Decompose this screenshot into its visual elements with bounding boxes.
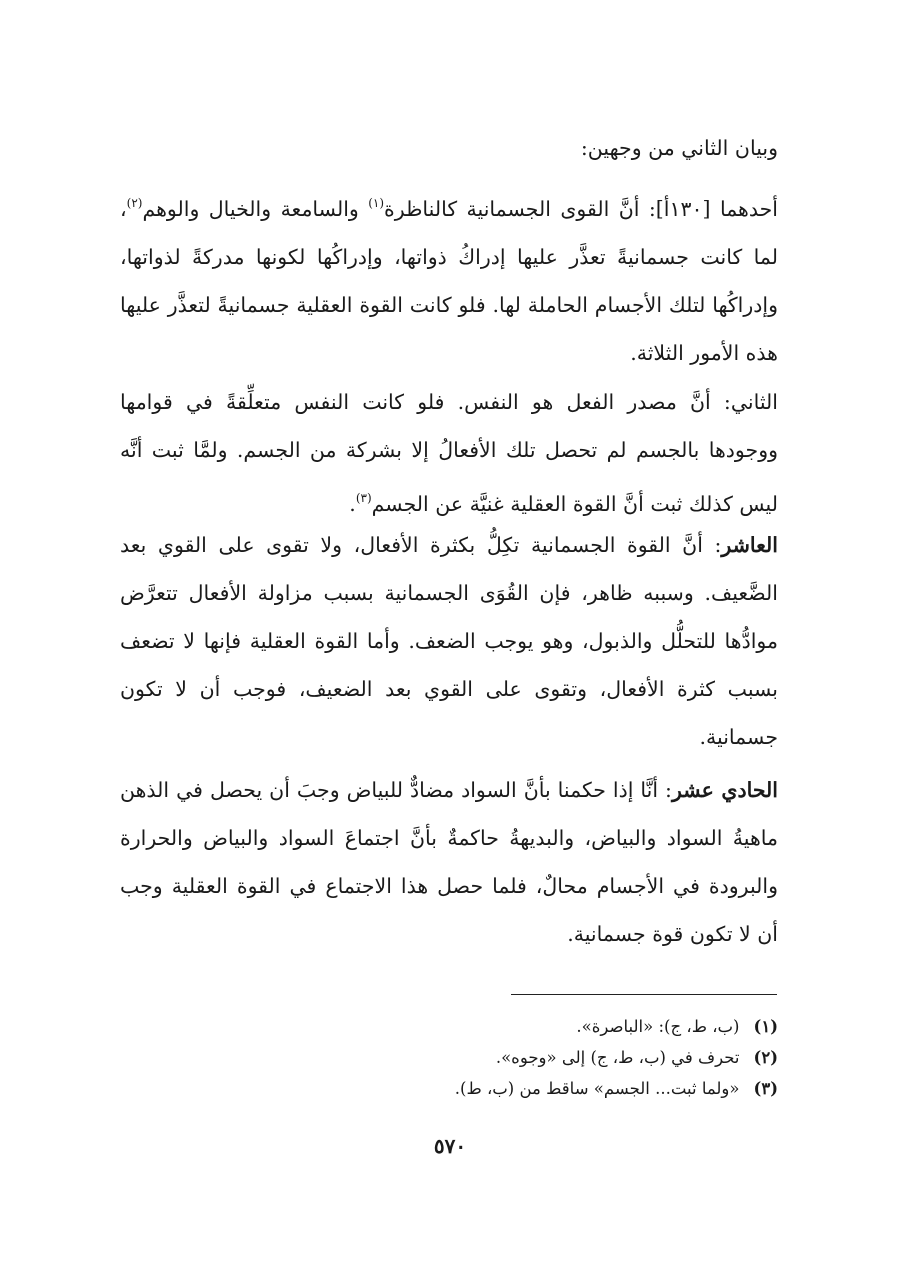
- footnotes: [300, 1011, 778, 1104]
- footnote-divider: [511, 994, 777, 995]
- p1-text-1: أحدهما [١٣٠أ]: أنَّ القوى الجسمانية كالناظرة: [384, 197, 778, 221]
- footnote-2-number: (٢): [753, 1048, 778, 1067]
- footnote-1: [300, 1011, 778, 1042]
- footnote-2: [300, 1042, 778, 1073]
- footnote-3-text: «ولما ثبت... الجسم» ساقط من (ب، ط).: [454, 1079, 740, 1098]
- paragraph-tenth-heading: العاشر: [721, 533, 778, 557]
- p1-text-3: ، لما كانت جسمانيةً تعذَّر عليها إدراكُ ذواتها، وإدراكُها لكونها مدركةً لذواتها، وإدراكُها لتلك الأجسام الحاملة لها. فلو كانت القوة العقلية جسمانيةً لتعذَّر عليها هذه الأمور الثلاثة.: [120, 197, 778, 365]
- footnote-2-text: تحرف في (ب، ط، ج) إلى «وجوه».: [495, 1048, 740, 1067]
- page-number: ٥٧٠: [433, 1134, 467, 1158]
- p2-text-2: .: [349, 492, 356, 516]
- paragraph-second-argument: [120, 378, 778, 528]
- footnote-ref-2[interactable]: (٢): [126, 196, 143, 210]
- footnote-1-text: (ب، ط، ج): «الباصرة».: [576, 1017, 740, 1036]
- footnote-3: [300, 1073, 778, 1104]
- p4-text: : أنَّا إذا حكمنا بأنَّ السواد مضادٌّ للبياض وجبَ أن يحصل في الذهن ماهيةُ السواد والبياض، والبديهةُ حاكمةٌ بأنَّ اجتماعَ السواد والبياض والحرارة والبرودة في الأجسام محالٌ، فلما حصل هذا الاجتماع في القوة العقلية وجب أن لا تكون قوة جسمانية.: [120, 778, 778, 946]
- footnote-3-number: (٣): [753, 1079, 778, 1098]
- footnote-1-number: (١): [753, 1017, 778, 1036]
- p2-text-1: الثاني: أنَّ مصدر الفعل هو النفس. فلو كانت النفس متعلِّقةً في قوامها ووجودها بالجسم لم تحصل تلك الأفعالُ إلا بشركة من الجسم. ولمَّا ثبت أنَّه ليس كذلك ثبت أنَّ القوة العقلية غنيَّة عن الجسم: [120, 390, 778, 516]
- paragraph-tenth: [120, 521, 778, 761]
- intro-line: [120, 124, 778, 172]
- p1-text-2: والسامعة والخيال والوهم: [142, 197, 369, 221]
- intro-text: وبيان الثاني من وجهين:: [580, 136, 778, 160]
- p3-text: : أنَّ القوة الجسمانية تكِلُّ بكثرة الأفعال، ولا تقوى على القوي بعد الضَّعيف. وسببه ظاهر، فإن القُوَى الجسمانية بسبب مزاولة الأفعال تتعرَّض موادُّها للتحلُّل والذبول، وهو يوجب الضعف. وأما القوة العقلية فإنها لا تضعف بسبب كثرة الأفعال، وتقوى على القوي بعد الضعيف، فوجب أن لا تكون جسمانية.: [120, 533, 778, 749]
- paragraph-eleventh-heading: الحادي عشر: [671, 778, 778, 802]
- footnote-ref-1[interactable]: (١): [368, 196, 385, 210]
- footnote-ref-3[interactable]: (٣): [355, 491, 372, 505]
- paragraph-first-argument: [120, 179, 778, 377]
- paragraph-eleventh: [120, 766, 778, 958]
